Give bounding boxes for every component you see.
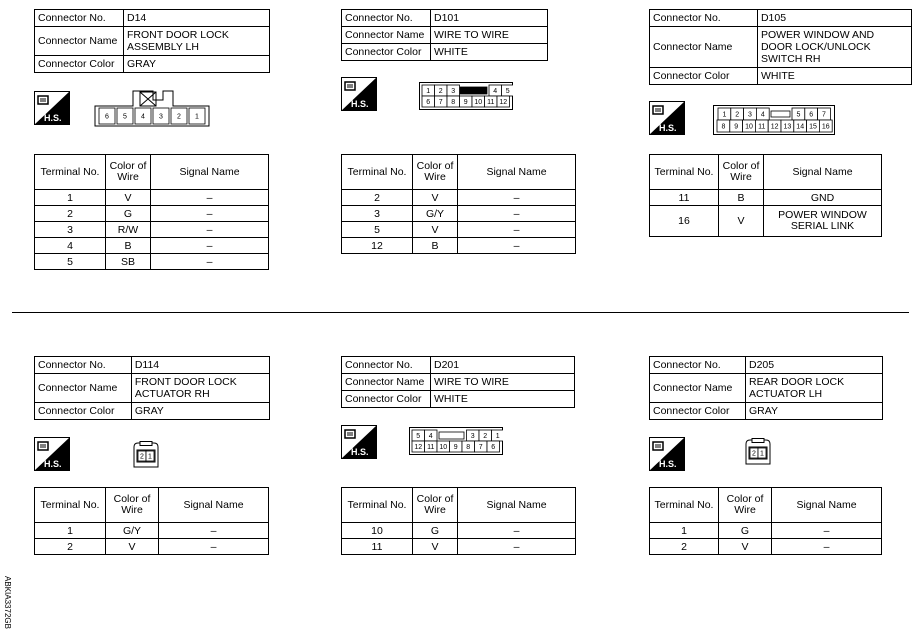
wire-color-header: Color of Wire [719, 155, 764, 190]
terminal-table-d105 [649, 154, 882, 237]
table-row: 2 V – [650, 539, 882, 555]
reference-code-text: ABKIA3372GB [2, 576, 12, 629]
connector-pin-number: 10 [474, 99, 483, 106]
terminal-no-header: Terminal No. [342, 488, 413, 523]
connector-pin-number: 1 [426, 88, 431, 95]
harness-side-icon [341, 425, 377, 459]
connector-key-cell [460, 87, 487, 94]
harness-side-icon [341, 77, 377, 111]
connector-pin-number: 2 [483, 433, 488, 440]
table-row: 4 B – [35, 238, 269, 254]
signal-name-header: Signal Name [159, 488, 269, 523]
connector-name-value: FRONT DOOR LOCK ACTUATOR RH [131, 374, 269, 403]
wire-color-header: Color of Wire [413, 488, 458, 523]
connector-name-label: Connector Name [35, 27, 124, 56]
table-row: 1 G/Y – [35, 523, 269, 539]
connector-name-value: FRONT DOOR LOCK ASSEMBLY LH [124, 27, 270, 56]
connector-pin-number: 12 [414, 444, 423, 451]
connector-pin-number: 2 [177, 113, 181, 121]
signal-name-header: Signal Name [458, 155, 576, 190]
connector-pin-number: 5 [416, 433, 421, 440]
connector-no-value: D114 [131, 357, 269, 374]
table-row: 1 V – [35, 190, 269, 206]
connector-pin-number: 6 [809, 111, 814, 119]
connector-color-label: Connector Color [650, 403, 746, 420]
connector-info-table [34, 9, 270, 73]
connector-diagram-d114 [130, 441, 162, 469]
connector-name-value: WIRE TO WIRE [431, 374, 575, 391]
connector-name-label: Connector Name [342, 27, 431, 44]
connector-pin-number: 5 [123, 113, 127, 121]
connector-pin-number: 4 [493, 88, 498, 95]
connector-info-table [649, 9, 912, 85]
terminal-no-header: Terminal No. [650, 155, 719, 190]
table-row: 11 V – [342, 539, 576, 555]
hs-label: H.S. [659, 459, 677, 469]
connector-pin-number: 8 [721, 123, 726, 131]
signal-name-header: Signal Name [458, 488, 576, 523]
table-row: 16 V POWER WINDOW SERIAL LINK [650, 206, 882, 237]
connector-pin-number: 2 [735, 111, 740, 119]
connector-no-value: D205 [746, 357, 883, 374]
harness-side-icon [649, 437, 685, 471]
connector-name-label: Connector Name [342, 374, 431, 391]
terminal-table-d101 [341, 154, 576, 254]
connector-pin-number: 7 [822, 111, 826, 119]
signal-name-header: Signal Name [772, 488, 882, 523]
connector-pin-number: 6 [491, 444, 496, 451]
table-row: 11 B GND [650, 190, 882, 206]
connector-color-label: Connector Color [35, 403, 132, 420]
hs-label: H.S. [351, 447, 369, 457]
connector-color-value: GRAY [131, 403, 269, 420]
table-row: 2 V – [342, 190, 576, 206]
connector-pin-number: 1 [495, 433, 500, 440]
connector-name-value: POWER WINDOW AND DOOR LOCK/UNLOCK SWITCH RH [757, 27, 911, 68]
connector-pin-number: 1 [195, 113, 199, 121]
connector-pin-number: 11 [427, 444, 435, 451]
table-row: 12 B – [342, 238, 576, 254]
connector-no-label: Connector No. [650, 357, 746, 374]
connector-no-label: Connector No. [35, 10, 124, 27]
wire-color-header: Color of Wire [106, 488, 159, 523]
connector-pin-number: 11 [487, 99, 495, 106]
connector-diagram-d101 [419, 82, 513, 110]
terminal-no-header: Terminal No. [650, 488, 719, 523]
connector-pin-number: 5 [505, 88, 510, 95]
connector-pin-number: 12 [499, 99, 508, 106]
hs-label: H.S. [44, 113, 62, 123]
connector-pin-number: 8 [466, 444, 471, 451]
wire-color-header: Color of Wire [413, 155, 458, 190]
connector-pin-number: 11 [758, 123, 766, 131]
connector-no-label: Connector No. [35, 357, 132, 374]
connector-pin-number: 12 [770, 123, 779, 131]
connector-pin-number: 14 [796, 123, 805, 131]
connector-pin-number: 15 [809, 123, 817, 131]
hs-label: H.S. [351, 99, 369, 109]
connector-color-label: Connector Color [342, 391, 431, 408]
table-row: 5 V – [342, 222, 576, 238]
connector-pin-number: 7 [478, 444, 483, 451]
connector-no-label: Connector No. [342, 10, 431, 27]
connector-name-label: Connector Name [650, 27, 758, 68]
connector-color-label: Connector Color [650, 68, 758, 85]
connector-pin-number: 1 [722, 111, 727, 119]
connector-pin-number: 2 [752, 450, 756, 458]
connector-pin-cell [771, 111, 790, 117]
terminal-table-d14 [34, 154, 269, 270]
connector-pin-number: 4 [428, 433, 433, 440]
table-row: 3 G/Y – [342, 206, 576, 222]
connector-pin-number: 6 [426, 99, 431, 106]
harness-side-icon [34, 91, 70, 125]
terminal-table-d205 [649, 487, 882, 555]
connector-pin-number: 1 [760, 450, 764, 458]
table-row: 2 V – [35, 539, 269, 555]
connector-pin-number: 7 [438, 99, 443, 106]
table-row: 3 R/W – [35, 222, 269, 238]
table-row: 10 G – [342, 523, 576, 539]
connector-pin-number: 2 [140, 453, 144, 461]
connector-color-value: GRAY [124, 56, 270, 73]
terminal-no-header: Terminal No. [35, 488, 106, 523]
harness-side-icon [34, 437, 70, 471]
wire-color-header: Color of Wire [106, 155, 151, 190]
connector-pin-number: 3 [451, 88, 456, 95]
connector-color-label: Connector Color [35, 56, 124, 73]
connector-pin-number: 3 [470, 433, 475, 440]
connector-no-value: D105 [757, 10, 911, 27]
connector-pin-cell [439, 432, 464, 439]
connector-pin-number: 6 [105, 113, 109, 121]
signal-name-header: Signal Name [151, 155, 269, 190]
hs-label: H.S. [659, 123, 677, 133]
connector-pin-number: 4 [760, 111, 765, 119]
connector-diagram-d105 [713, 105, 835, 135]
table-row: 5 SB – [35, 254, 269, 270]
connector-color-label: Connector Color [342, 44, 431, 61]
terminal-table-d201 [341, 487, 576, 555]
connector-pin-number: 1 [148, 453, 152, 461]
table-row: 1 G – [650, 523, 882, 539]
connector-no-value: D101 [431, 10, 548, 27]
connector-pin-number: 3 [159, 113, 163, 121]
connector-diagram-d14 [93, 88, 211, 128]
connector-name-value: WIRE TO WIRE [431, 27, 548, 44]
connector-pin-number: 8 [451, 99, 456, 106]
reference-code [0, 578, 14, 632]
harness-side-icon [649, 101, 685, 135]
connector-no-value: D201 [431, 357, 575, 374]
signal-name-header: Signal Name [764, 155, 882, 190]
connector-pin-number: 13 [783, 123, 792, 131]
connector-info-table [341, 9, 548, 61]
connector-no-label: Connector No. [342, 357, 431, 374]
connector-color-value: WHITE [431, 391, 575, 408]
connector-pin-number: 9 [453, 444, 458, 451]
wire-color-header: Color of Wire [719, 488, 772, 523]
terminal-no-header: Terminal No. [35, 155, 106, 190]
connector-info-table [341, 356, 575, 408]
terminal-table-d114 [34, 487, 269, 555]
table-row: 2 G – [35, 206, 269, 222]
hs-label: H.S. [44, 459, 62, 469]
section-divider [12, 312, 909, 313]
connector-name-label: Connector Name [650, 374, 746, 403]
connector-pin-number: 10 [745, 123, 753, 131]
connector-no-label: Connector No. [650, 10, 758, 27]
connector-pin-number: 16 [821, 123, 830, 131]
connector-name-value: REAR DOOR LOCK ACTUATOR LH [746, 374, 883, 403]
connector-info-table [649, 356, 883, 420]
connector-pin-number: 3 [748, 111, 752, 119]
connector-color-value: WHITE [757, 68, 911, 85]
connector-pin-number: 2 [438, 88, 443, 95]
connector-color-value: GRAY [746, 403, 883, 420]
connector-pin-number: 10 [439, 444, 448, 451]
connector-color-value: WHITE [431, 44, 548, 61]
connector-diagram-d201 [409, 427, 503, 455]
connector-pin-number: 9 [734, 123, 739, 131]
connector-name-label: Connector Name [35, 374, 132, 403]
connector-no-value: D14 [124, 10, 270, 27]
connector-pin-number: 9 [463, 99, 468, 106]
connector-pin-number: 4 [141, 113, 145, 121]
connector-info-table [34, 356, 270, 420]
connector-diagram-d205 [742, 438, 774, 466]
terminal-no-header: Terminal No. [342, 155, 413, 190]
connector-pin-number: 5 [796, 111, 801, 119]
